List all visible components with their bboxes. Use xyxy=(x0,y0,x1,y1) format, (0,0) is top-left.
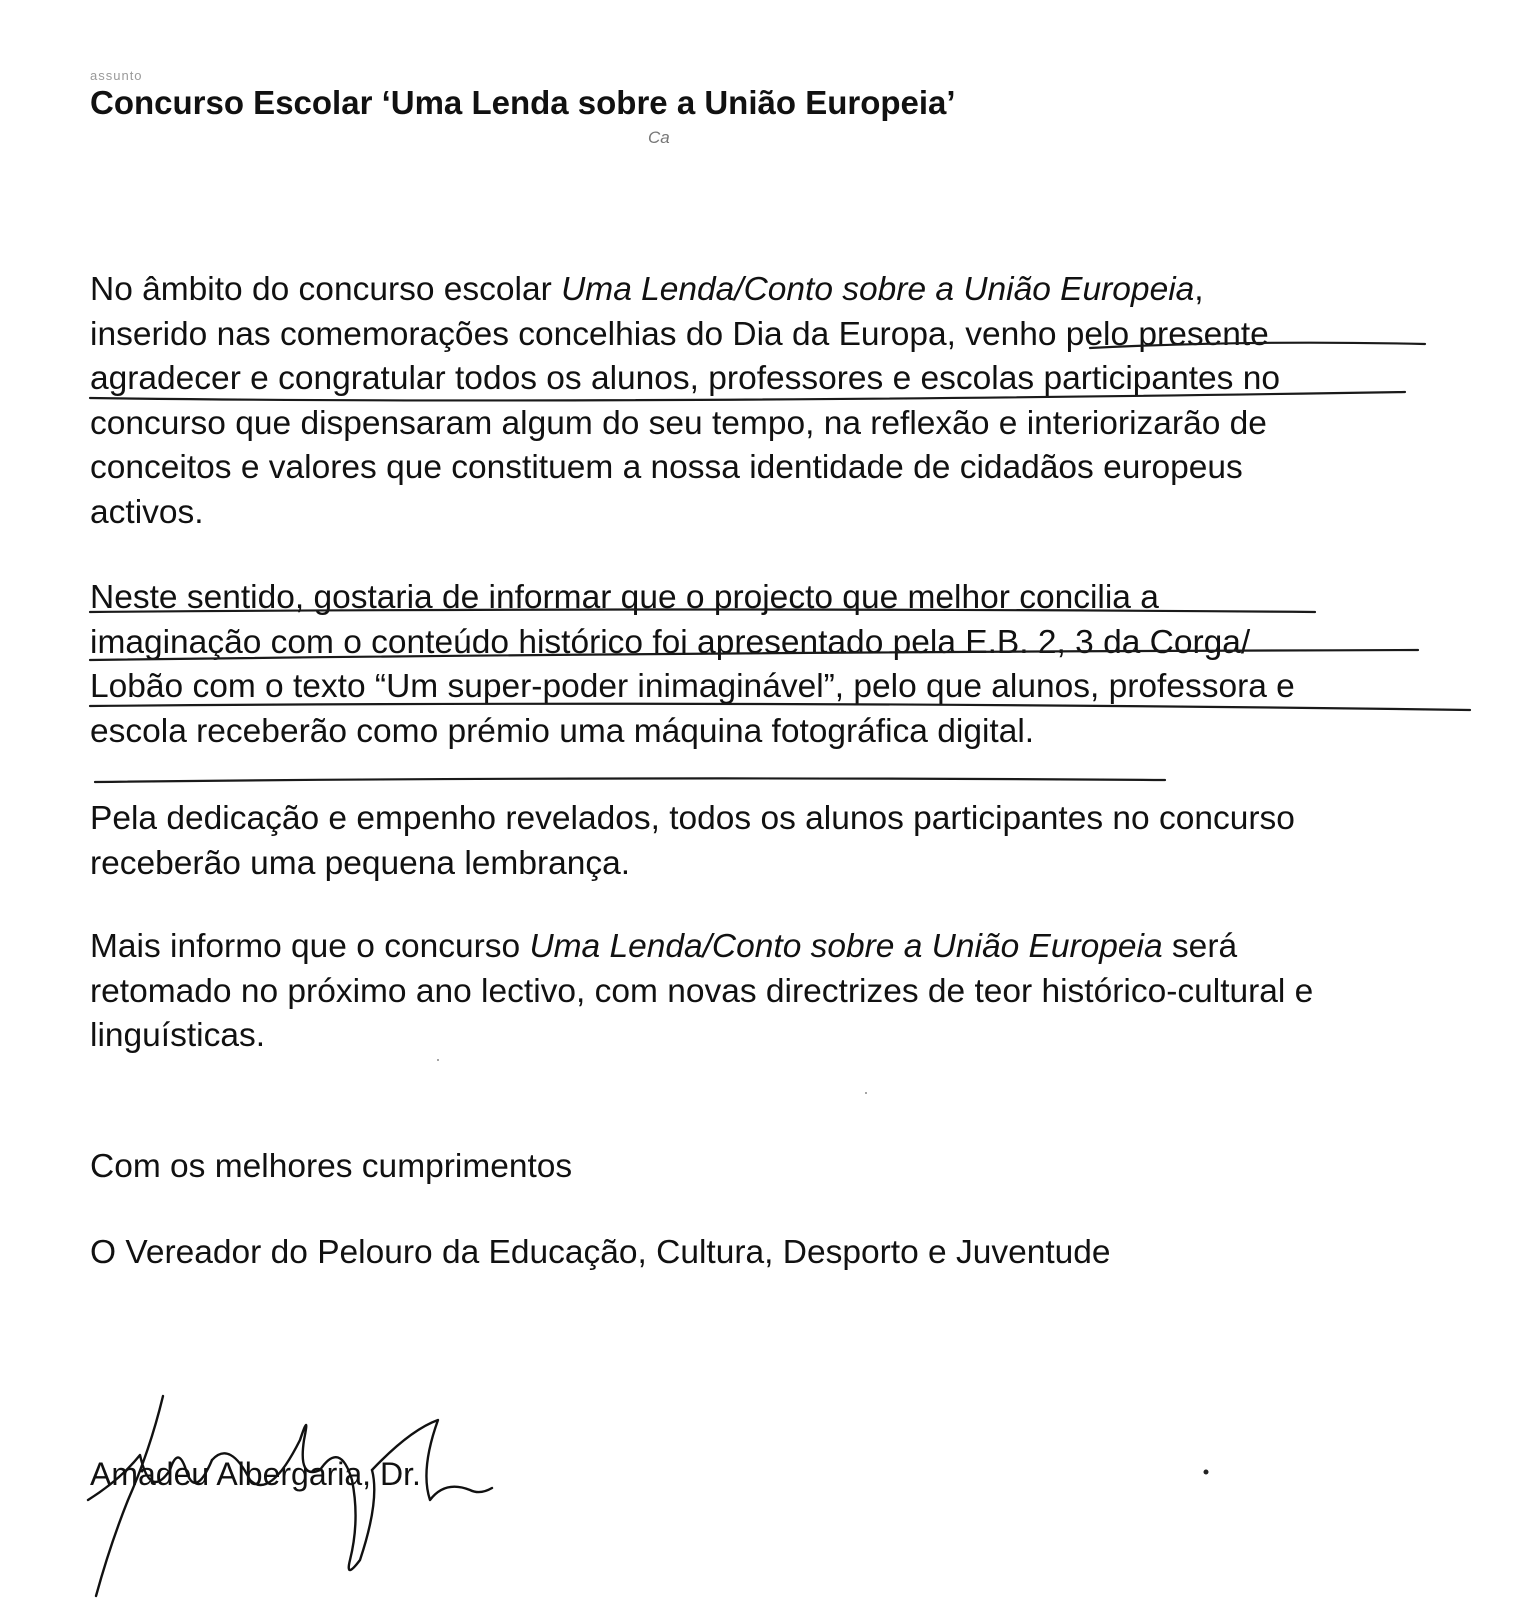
text-line: receberão uma pequena lembrança. xyxy=(90,844,631,882)
text-line: escola receberão como prémio uma máquina fotográfica digital. xyxy=(90,712,1035,750)
text-line: linguísticas. xyxy=(90,1017,266,1054)
text-line: retomado no próximo ano lectivo, com novas directrizes de teor histórico-cultural e xyxy=(90,972,1314,1010)
signer-role: O Vereador do Pelouro da Educação, Cultura, Desporto e Juventude xyxy=(90,1234,1111,1271)
scan-header-label: assunto xyxy=(90,68,143,83)
text-line: activos. xyxy=(90,493,204,531)
text-line: No âmbito do concurso escolar Uma Lenda/Conto sobre a União Europeia, xyxy=(90,271,1204,308)
signer-name: Amadeu Albergaria, Dr. xyxy=(90,1456,421,1492)
text-line: concurso que dispensaram algum do seu tempo, na reflexão e interiorizarão de xyxy=(90,404,1267,442)
stray-mark: Ca xyxy=(648,128,670,147)
stray-speck xyxy=(865,1092,867,1094)
text-line: agradecer e congratular todos os alunos, professores e escolas participantes no xyxy=(90,360,1280,397)
signature-stroke xyxy=(96,1396,163,1596)
underline-mark xyxy=(95,778,1165,782)
text-line: Mais informo que o concurso Uma Lenda/Conto sobre a União Europeia será xyxy=(90,928,1238,965)
text-line: inserido nas comemorações concelhias do Dia da Europa, venho pelo presente xyxy=(90,315,1269,353)
closing-salutation: Com os melhores cumprimentos xyxy=(90,1148,573,1185)
text-line: Pela dedicação e empenho revelados, todos os alunos participantes no concurso xyxy=(90,800,1295,837)
letter-title: Concurso Escolar ‘Uma Lenda sobre a União Europeia’ xyxy=(90,84,956,121)
text-line: conceitos e valores que constituem a nossa identidade de cidadãos europeus xyxy=(90,449,1243,486)
text-line: Neste sentido, gostaria de informar que o projecto que melhor concilia a xyxy=(90,579,1159,616)
text-line: imaginação com o conteúdo histórico foi apresentado pela E.B. 2, 3 da Corga/ xyxy=(90,623,1251,661)
paragraph-participants xyxy=(90,797,1510,886)
stray-speck xyxy=(437,1059,439,1061)
paragraph-next-year xyxy=(90,925,1510,1059)
paragraph-winner xyxy=(90,576,1510,754)
text-line: Lobão com o texto “Um super-poder inimaginável”, pelo que alunos, professora e xyxy=(90,668,1295,705)
paragraph-thanks xyxy=(90,268,1510,535)
stray-speck xyxy=(1204,1470,1209,1475)
